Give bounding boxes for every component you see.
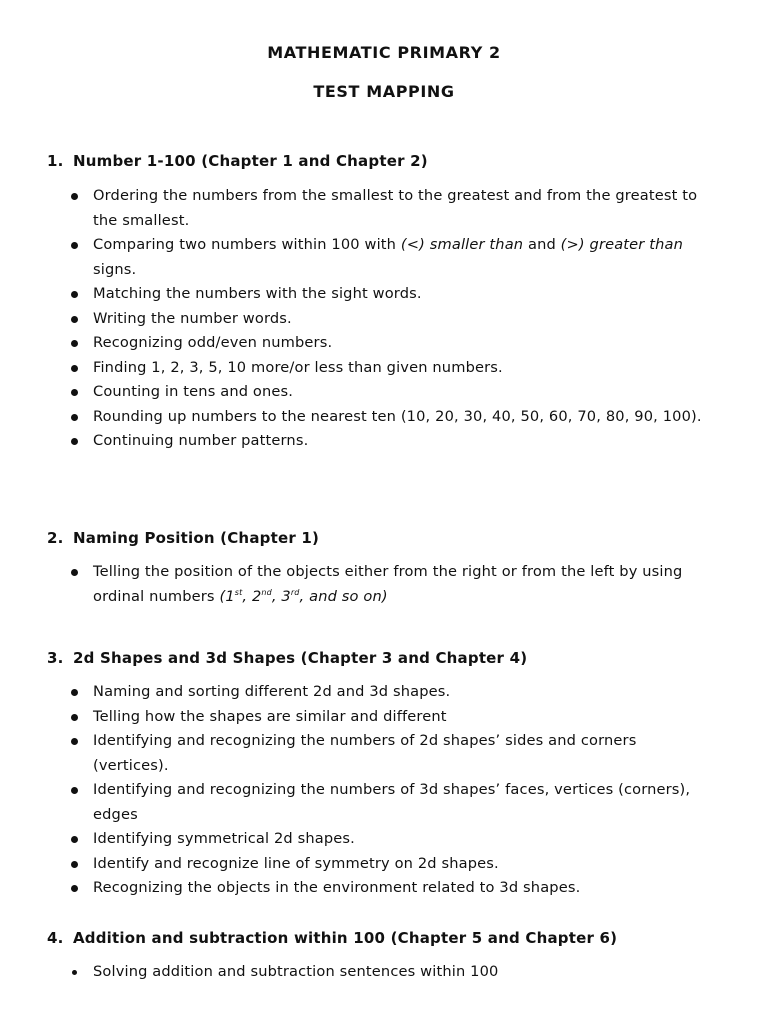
list-item: Finding 1, 2, 3, 5, 10 more/or less than given numbers. xyxy=(0,356,703,381)
bullet-icon xyxy=(71,689,78,696)
list-item: Continuing number patterns. xyxy=(0,429,703,454)
list-item: Identifying symmetrical 2d shapes. xyxy=(0,827,703,852)
list-item: Counting in tens and ones. xyxy=(0,380,703,405)
list-item: Telling the position of the objects either from the right or from the left by using ordinal numbers (1st, 2nd, 3rd, and so on) xyxy=(0,560,703,609)
list-item: Recognizing the objects in the environment related to 3d shapes. xyxy=(0,876,703,901)
bullet-icon xyxy=(71,885,78,892)
list-item: Ordering the numbers from the smallest to the greatest and from the greatest to the smallest. xyxy=(0,184,703,233)
list-item: Recognizing odd/even numbers. xyxy=(0,331,703,356)
section-number: 2. xyxy=(47,529,64,547)
section-heading xyxy=(47,152,428,170)
bullet-icon xyxy=(71,787,78,794)
section-number: 3. xyxy=(47,649,64,667)
list-item: Telling how the shapes are similar and different xyxy=(0,705,703,730)
section-title: Addition and subtraction within 100 (Chapter 5 and Chapter 6) xyxy=(73,929,618,947)
bullet-icon xyxy=(72,970,77,975)
bullet-icon xyxy=(71,193,78,200)
section-title: Naming Position (Chapter 1) xyxy=(73,529,320,547)
bullet-icon xyxy=(71,438,78,445)
list-item: Identifying and recognizing the numbers of 3d shapes’ faces, vertices (corners), edges xyxy=(0,778,703,827)
bullet-icon xyxy=(71,291,78,298)
list-item: Comparing two numbers within 100 with (<) smaller than and (>) greater than signs. xyxy=(0,233,703,282)
bullet-list xyxy=(0,960,703,985)
bullet-icon xyxy=(71,836,78,843)
list-item: Rounding up numbers to the nearest ten (10, 20, 30, 40, 50, 60, 70, 80, 90, 100). xyxy=(0,405,703,430)
list-item: Solving addition and subtraction sentences within 100 xyxy=(0,960,703,985)
bullet-icon xyxy=(71,861,78,868)
bullet-list xyxy=(0,184,703,454)
bullet-icon xyxy=(71,738,78,745)
bullet-icon xyxy=(71,714,78,721)
document-subtitle: TEST MAPPING xyxy=(313,82,455,101)
bullet-icon xyxy=(71,569,78,576)
bullet-icon xyxy=(71,414,78,421)
document-title: MATHEMATIC PRIMARY 2 xyxy=(267,43,501,62)
bullet-icon xyxy=(71,389,78,396)
bullet-list xyxy=(0,560,703,609)
section-heading xyxy=(47,649,527,667)
list-item: Identifying and recognizing the numbers of 2d shapes’ sides and corners (vertices). xyxy=(0,729,703,778)
bullet-list xyxy=(0,680,703,901)
section-number: 4. xyxy=(47,929,64,947)
bullet-icon xyxy=(71,365,78,372)
list-item: Naming and sorting different 2d and 3d shapes. xyxy=(0,680,703,705)
section-title: 2d Shapes and 3d Shapes (Chapter 3 and Chapter 4) xyxy=(73,649,528,667)
bullet-icon xyxy=(71,316,78,323)
bullet-icon xyxy=(71,242,78,249)
bullet-icon xyxy=(71,340,78,347)
list-item: Matching the numbers with the sight words. xyxy=(0,282,703,307)
list-item: Identify and recognize line of symmetry on 2d shapes. xyxy=(0,852,703,877)
section-heading xyxy=(47,929,617,947)
section-number: 1. xyxy=(47,152,64,170)
list-item: Writing the number words. xyxy=(0,307,703,332)
section-title: Number 1-100 (Chapter 1 and Chapter 2) xyxy=(73,152,428,170)
section-heading xyxy=(47,529,319,547)
